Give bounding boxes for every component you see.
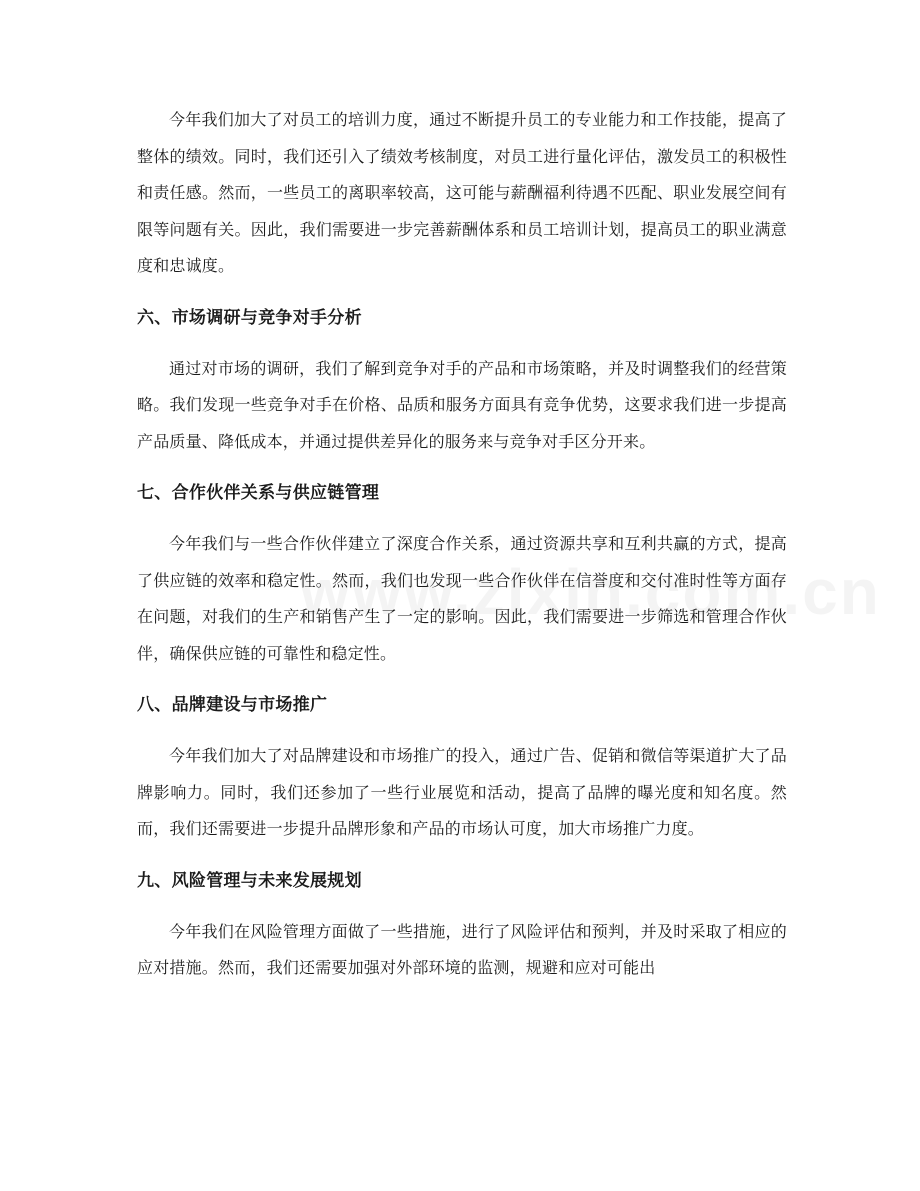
document-body [137,102,787,987]
paragraph-brand: 今年我们加大了对品牌建设和市场推广的投入，通过广告、促销和微信等渠道扩大了品牌影响力。同时，我们还参加了一些行业展览和活动，提高了品牌的曝光度和知名度。然而，我们还需要进一步提升品牌形象和产品的市场认可度，加大市场推广力度。 [137,746,787,838]
paragraph-employee-training: 今年我们加大了对员工的培训力度，通过不断提升员工的专业能力和工作技能，提高了整体的绩效。同时，我们还引入了绩效考核制度，对员工进行量化评估，激发员工的积极性和责任感。然而，一些员工的离职率较高，这可能与薪酬福利待遇不匹配、职业发展空间有限等问题有关。因此，我们需要进一步完善薪酬体系和员工培训计划，提高员工的职业满意度和忠诚度。 [137,110,787,275]
section-heading-partnership: 七、合作伙伴关系与供应链管理 [137,483,380,503]
paragraph-market-research: 通过对市场的调研，我们了解到竞争对手的产品和市场策略，并及时调整我们的经营策略。我们发现一些竞争对手在价格、品质和服务方面具有竞争优势，这要求我们进一步提高产品质量、降低成本，并通过提供差异化的服务来与竞争对手区分开来。 [137,358,787,451]
section-heading-risk: 九、风险管理与未来发展规划 [137,870,362,891]
section-heading-market-research: 六、市场调研与竞争对手分析 [137,307,362,328]
paragraph-risk: 今年我们在风险管理方面做了一些措施，进行了风险评估和预判，并及时采取了相应的应对措施。然而，我们还需要加强对外部环境的监测，规避和应对可能出 [137,921,787,977]
section-heading-brand: 八、品牌建设与市场推广 [137,695,328,715]
paragraph-partnership: 今年我们与一些合作伙伴建立了深度合作关系，通过资源共享和互利共赢的方式，提高了供应链的效率和稳定性。然而，我们也发现一些合作伙伴在信誉度和交付准时性等方面存在问题，对我们的生产和销售产生了一定的影响。因此，我们需要进一步筛选和管理合作伙伴，确保供应链的可靠性和稳定性。 [137,534,787,663]
